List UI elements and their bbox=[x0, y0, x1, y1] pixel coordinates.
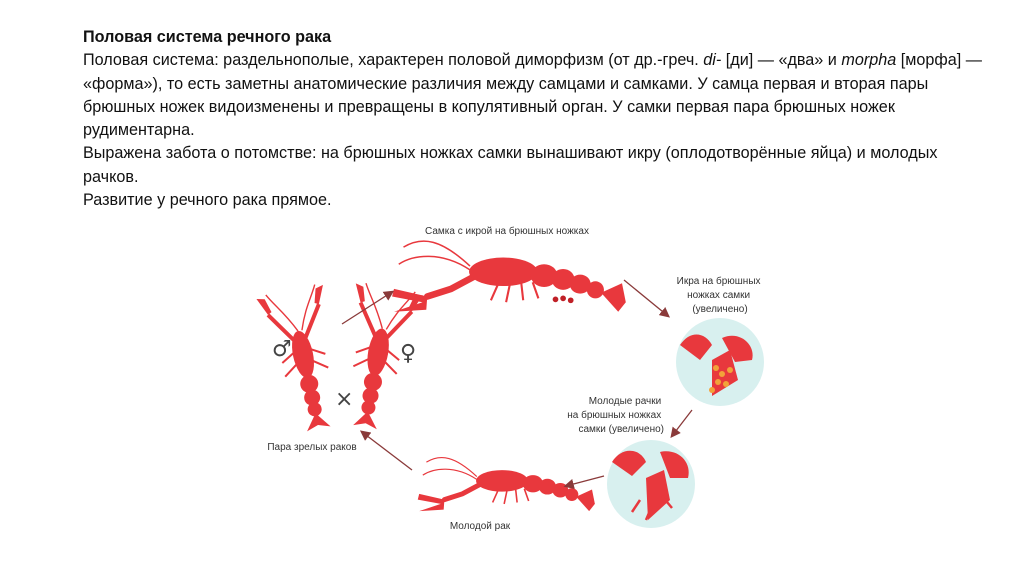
term-morpha: morpha bbox=[841, 51, 897, 70]
title: Половая система речного рака bbox=[83, 28, 332, 46]
paragraph-care: Выражена забота о потомстве: на брюшных ножках самки вынашивают икру (оплодотворённые яйца) и молодых рачков. bbox=[83, 144, 938, 186]
arrow-young-on-legs-to-young bbox=[566, 476, 604, 486]
p1-part-a: Половая система: раздельнополые, характерен половой диморфизм (от др.-греч. bbox=[83, 51, 704, 70]
male-crayfish bbox=[256, 283, 352, 436]
eggs-magnified-circle bbox=[676, 318, 764, 406]
young-label: Молодой рак bbox=[449, 521, 511, 532]
female-symbol: ♀ bbox=[400, 341, 417, 366]
p1-part-b: [ди] — «два» и bbox=[721, 51, 842, 70]
young-crayfish bbox=[418, 458, 595, 512]
young-on-legs-label: Молодые рачки на брюшных ножках самки (увеличено) bbox=[567, 396, 664, 435]
female-eggs-label: Самка с икрой на брюшных ножках bbox=[425, 226, 589, 237]
arrow-eggs-to-young-on-legs bbox=[672, 410, 692, 436]
term-di: di- bbox=[703, 51, 722, 70]
arrow-young-to-pair bbox=[362, 432, 412, 470]
p1-part-c: [морфа] — «форма»), то есть заметны анатомические различия между самцами и самками. У самца первая и вторая пары брюшных ножек видоизменены и превращены в копулятивный орган. У самки первая пара брюшных ножек рудиментарна. bbox=[83, 51, 982, 140]
young-on-legs-magnified-circle bbox=[607, 440, 695, 528]
male-symbol: ♂ bbox=[272, 337, 292, 362]
female-crayfish-with-eggs bbox=[392, 241, 626, 312]
cross-symbol: × bbox=[335, 387, 354, 412]
pair-label: Пара зрелых раков bbox=[267, 442, 357, 453]
eggs-label: Икра на брюшных ножках самки (увеличено) bbox=[676, 276, 761, 315]
arrow-female-to-eggs bbox=[624, 280, 668, 316]
paragraph-development: Развитие у речного рака прямое. bbox=[83, 191, 332, 210]
